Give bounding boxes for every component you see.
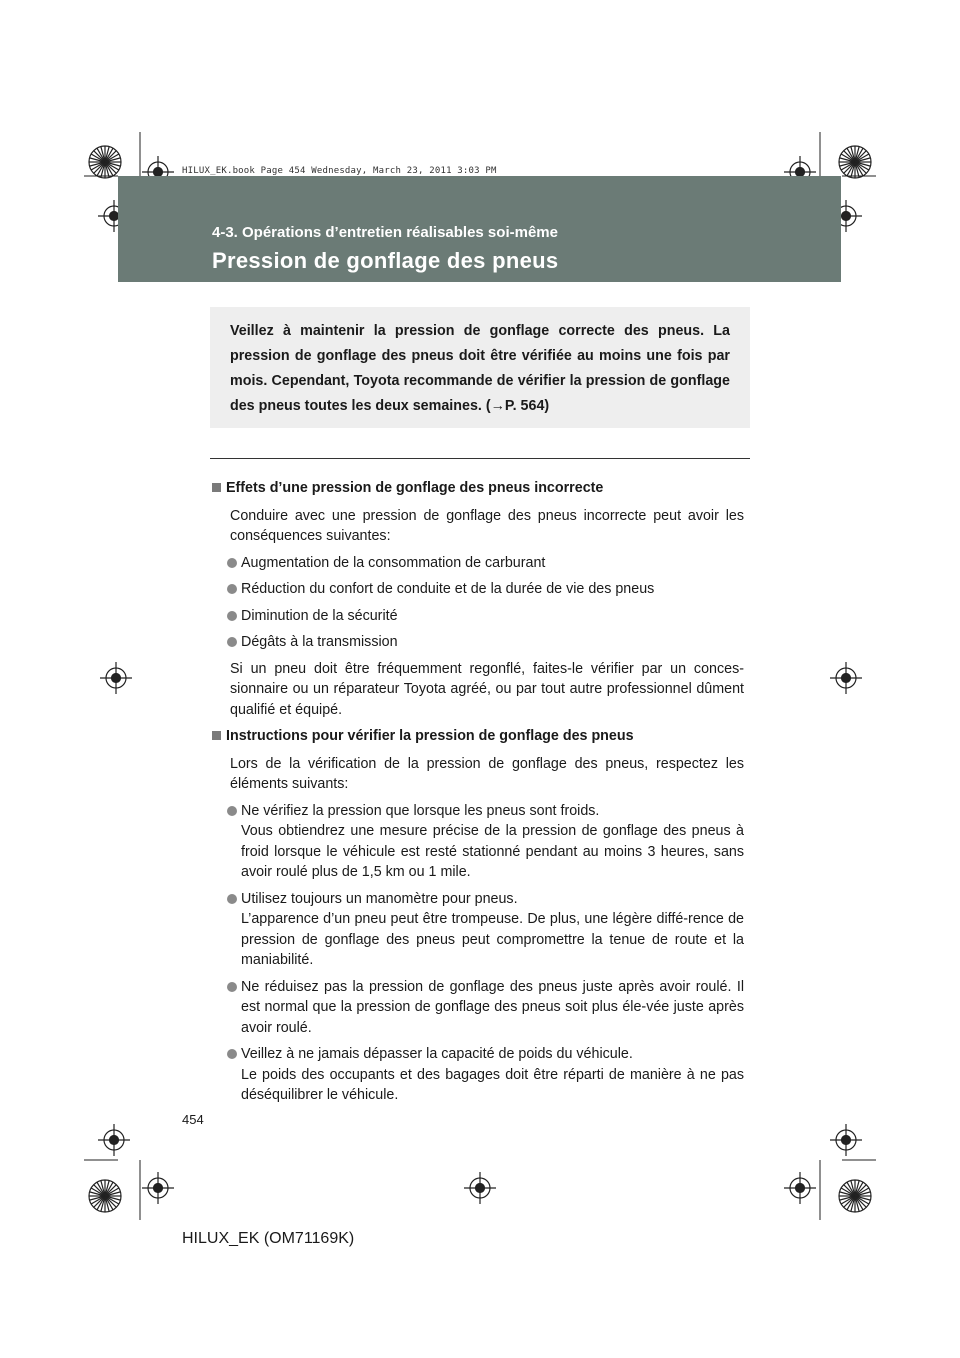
page-number: 454 bbox=[182, 1112, 204, 1127]
list-item: Veillez à ne jamais dépasser la capacité de poids du véhicule. Le poids des occupants et des bagages doit être réparti de manière à ne pas déséquilibrer le véhicule. bbox=[212, 1044, 744, 1106]
list-item: Augmentation de la consommation de carburant bbox=[212, 553, 744, 574]
paragraph: Si un pneu doit être fréquemment regonflé, faites-le vérifier par un conces-sionnaire ou un réparateur Toyota agréé, ou par tout autre professionnel dûment qualifié et équipé. bbox=[230, 660, 744, 718]
page-title: Pression de gonflage des pneus bbox=[212, 248, 559, 273]
circle-bullet-icon bbox=[227, 584, 237, 594]
document-code: HILUX_EK (OM71169K) bbox=[182, 1230, 355, 1247]
section-label: 4-3. Opérations d’entretien réalisables soi-même bbox=[212, 224, 558, 241]
list-item: Dégâts à la transmission bbox=[212, 632, 744, 653]
list-item: Ne réduisez pas la pression de gonflage des pneus juste après avoir roulé. Il est normal que la pression de gonflage des pneus soit plus éle-vée juste après avoir roulé. bbox=[212, 977, 744, 1039]
circle-bullet-icon bbox=[227, 637, 237, 647]
paragraph: Conduire avec une pression de gonflage des pneus incorrecte peut avoir les conséquences suivantes: bbox=[230, 507, 744, 544]
heading-text: Effets d’une pression de gonflage des pneus incorrecte bbox=[226, 480, 604, 496]
section-heading bbox=[212, 726, 744, 747]
circle-bullet-icon bbox=[227, 806, 237, 816]
intro-box bbox=[210, 307, 750, 428]
book-stamp: HILUX_EK.book Page 454 Wednesday, March 23, 2011 3:03 PM bbox=[182, 166, 497, 176]
circle-bullet-icon bbox=[227, 558, 237, 568]
heading-text: Instructions pour vérifier la pression de gonflage des pneus bbox=[226, 728, 634, 744]
list-item: Diminution de la sécurité bbox=[212, 606, 744, 627]
square-bullet-icon bbox=[212, 483, 221, 492]
circle-bullet-icon bbox=[227, 1049, 237, 1059]
list-item: Réduction du confort de conduite et de la durée de vie des pneus bbox=[212, 579, 744, 600]
circle-bullet-icon bbox=[227, 894, 237, 904]
divider bbox=[210, 458, 750, 459]
circle-bullet-icon bbox=[227, 611, 237, 621]
circle-bullet-icon bbox=[227, 982, 237, 992]
paragraph: Lors de la vérification de la pression de gonflage des pneus, respectez les éléments suivants: bbox=[230, 755, 744, 792]
main-content bbox=[212, 478, 744, 1112]
square-bullet-icon bbox=[212, 731, 221, 740]
intro-text: Veillez à maintenir la pression de gonflage correcte des pneus. La pression de gonflage des pneus doit être vérifiée au moins une fois par mois. Cependant, Toyota recommande de vérifier la pression de gonflage des pneus toutes les deux semaines. (→P. 564) bbox=[230, 323, 730, 414]
list-item: Utilisez toujours un manomètre pour pneus. L’apparence d’un pneu peut être trompeuse. De plus, une légère diffé-rence de pression de gonflage des pneus peut compromettre la tenue de route et la maniabilité. bbox=[212, 889, 744, 971]
section-heading bbox=[212, 478, 744, 499]
list-item: Ne vérifiez la pression que lorsque les pneus sont froids. Vous obtiendrez une mesure précise de la pression de gonflage des pneus à froid lorsque le véhicule est resté stationné pendant au moins 3 heures, sans avoir roulé plus de 1,5 km ou 1 mile. bbox=[212, 801, 744, 883]
